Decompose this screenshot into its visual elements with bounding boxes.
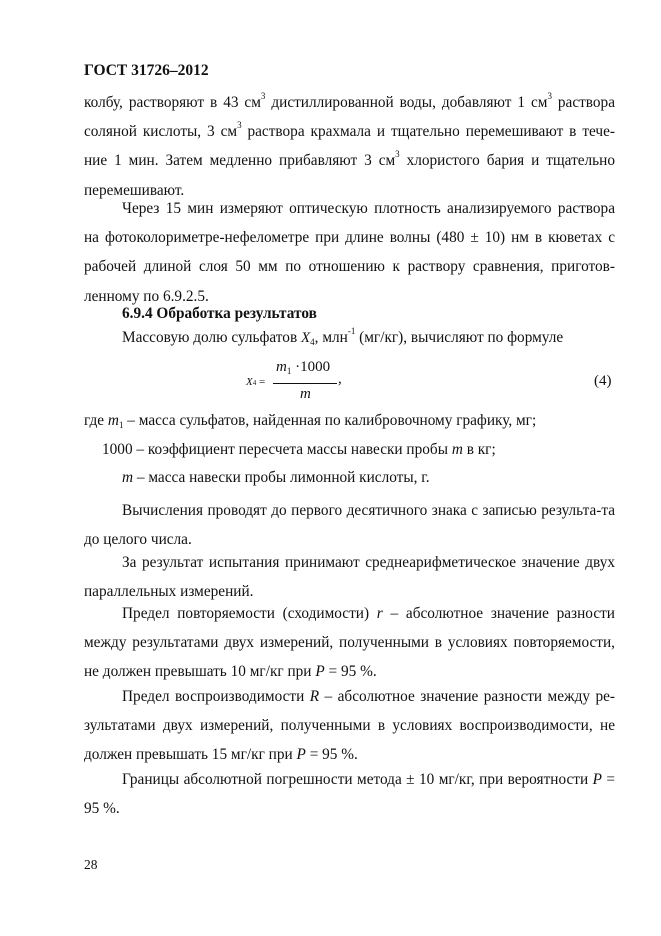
- paragraph-4: За результат испытания принимают среднеарифметическое значение двух параллельных измерений.: [84, 554, 615, 601]
- document-page: ГОСТ 31726–2012 колбу, растворяют в 43 $см^3$ дистиллированной воды, добавляют 1 $см^3$ раствора соляной кислоты, 3 $см^3$ раствора крахмала и тщательно перемешивают в тече-ние 1 мин. Затем медленно прибавляют 3 $см^3$ хлористого бария и тщательно перемешивают. Через 15 мин измеряют оптическую плотность анализируемого раствора на фотоколориметре-нефелометре при длине волны (480 ± 10) нм в кюветах с рабочей длиной слоя 50 мм по отношению к раствору сравнения, приготов-ленному по 6.9.2.5. 6.9.4 Обработка результатов Массовую долю сульфатов $X_4$, млн$^{-1}$ (мг/кг), вычисляют по формуле X4 = $m_1 \cdot 1000$ m , (4) где $m_1$ – масса сульфатов, найденная по калибровочному графику, мг; 1000 – коэффициент пересчета массы навески пробы m в кг; m – масса навески пробы лимонной кислоты, г. Вычисления проводят до первого десятичного знака с записью результа-та до целого числа. За результат испытания принимают среднеарифметическое значение двух параллельных измерений. Предел повторяемости (сходимости) r – абсолютное значение разности между результатами двух измерений, полученными в условиях повторяемости, не должен превышать 10 мг/кг при P = 95 %. Предел воспроизводимости R – абсолютное значение разности между ре-зультатами двух измерений, полученными в условиях воспроизводимости, не должен превышать 15 мг/кг при P = 95 %. Границы абсолютной погрешности метода ± 10 мг/кг, при вероятности P = 95 %. 28: [84, 62, 616, 872]
- formula-intro: Массовую долю сульфатов $X_4$, млн$^{-1}$ (мг/кг), вычисляют по формуле: [122, 326, 564, 347]
- page-number: 28: [84, 857, 98, 872]
- section-title: 6.9.4 Обработка результатов: [122, 305, 317, 322]
- formula-denominator: m: [300, 386, 311, 402]
- where-line-2: 1000 – коэффициент пересчета массы навески пробы m в кг;: [102, 441, 496, 458]
- where-line-1: где $m_1$ – масса сульфатов, найденная по калибровочному графику, мг;: [84, 412, 537, 430]
- where-line-3: m – масса навески пробы лимонной кислоты, г.: [122, 469, 430, 486]
- equation-number: (4): [594, 373, 612, 389]
- paragraph-5: Предел повторяемости (сходимости) r – абсолютное значение разности между результатами двух измерений, полученными в условиях повторяемости, не должен превышать 10 мг/кг при P = 95 %.: [84, 605, 615, 681]
- fraction-bar: [273, 383, 337, 384]
- paragraph-2: Через 15 мин измеряют оптическую плотность анализируемого раствора на фотоколориметре-нефелометре при длине волны (480 ± 10) нм в кюветах с рабочей длиной слоя 50 мм по отношению к раствору сравнения, приготов-ленному по 6.9.2.5.: [84, 200, 615, 305]
- paragraph-6: Предел воспроизводимости R – абсолютное значение разности между ре-зультатами двух измерений, полученными в условиях воспроизводимости, не должен превышать 15 мг/кг при P = 95 %.: [84, 688, 616, 764]
- formula-numerator: $m_1 \cdot 1000$: [276, 359, 331, 376]
- paragraph-7: Границы абсолютной погрешности метода ± 10 мг/кг, при вероятности P = 95 %.: [84, 771, 615, 818]
- document-header: ГОСТ 31726–2012: [84, 62, 209, 79]
- paragraph-3: Вычисления проводят до первого десятичного знака с записью результа-та до целого числа.: [84, 502, 615, 549]
- paragraph-1: колбу, растворяют в 43 $см^3$ дистиллированной воды, добавляют 1 $см^3$ раствора соляной кислоты, 3 $см^3$ раствора крахмала и тщательно перемешивают в тече-ние 1 мин. Затем медленно прибавляют 3 $см^3$ хлористого бария и тщательно перемешивают.: [84, 91, 615, 199]
